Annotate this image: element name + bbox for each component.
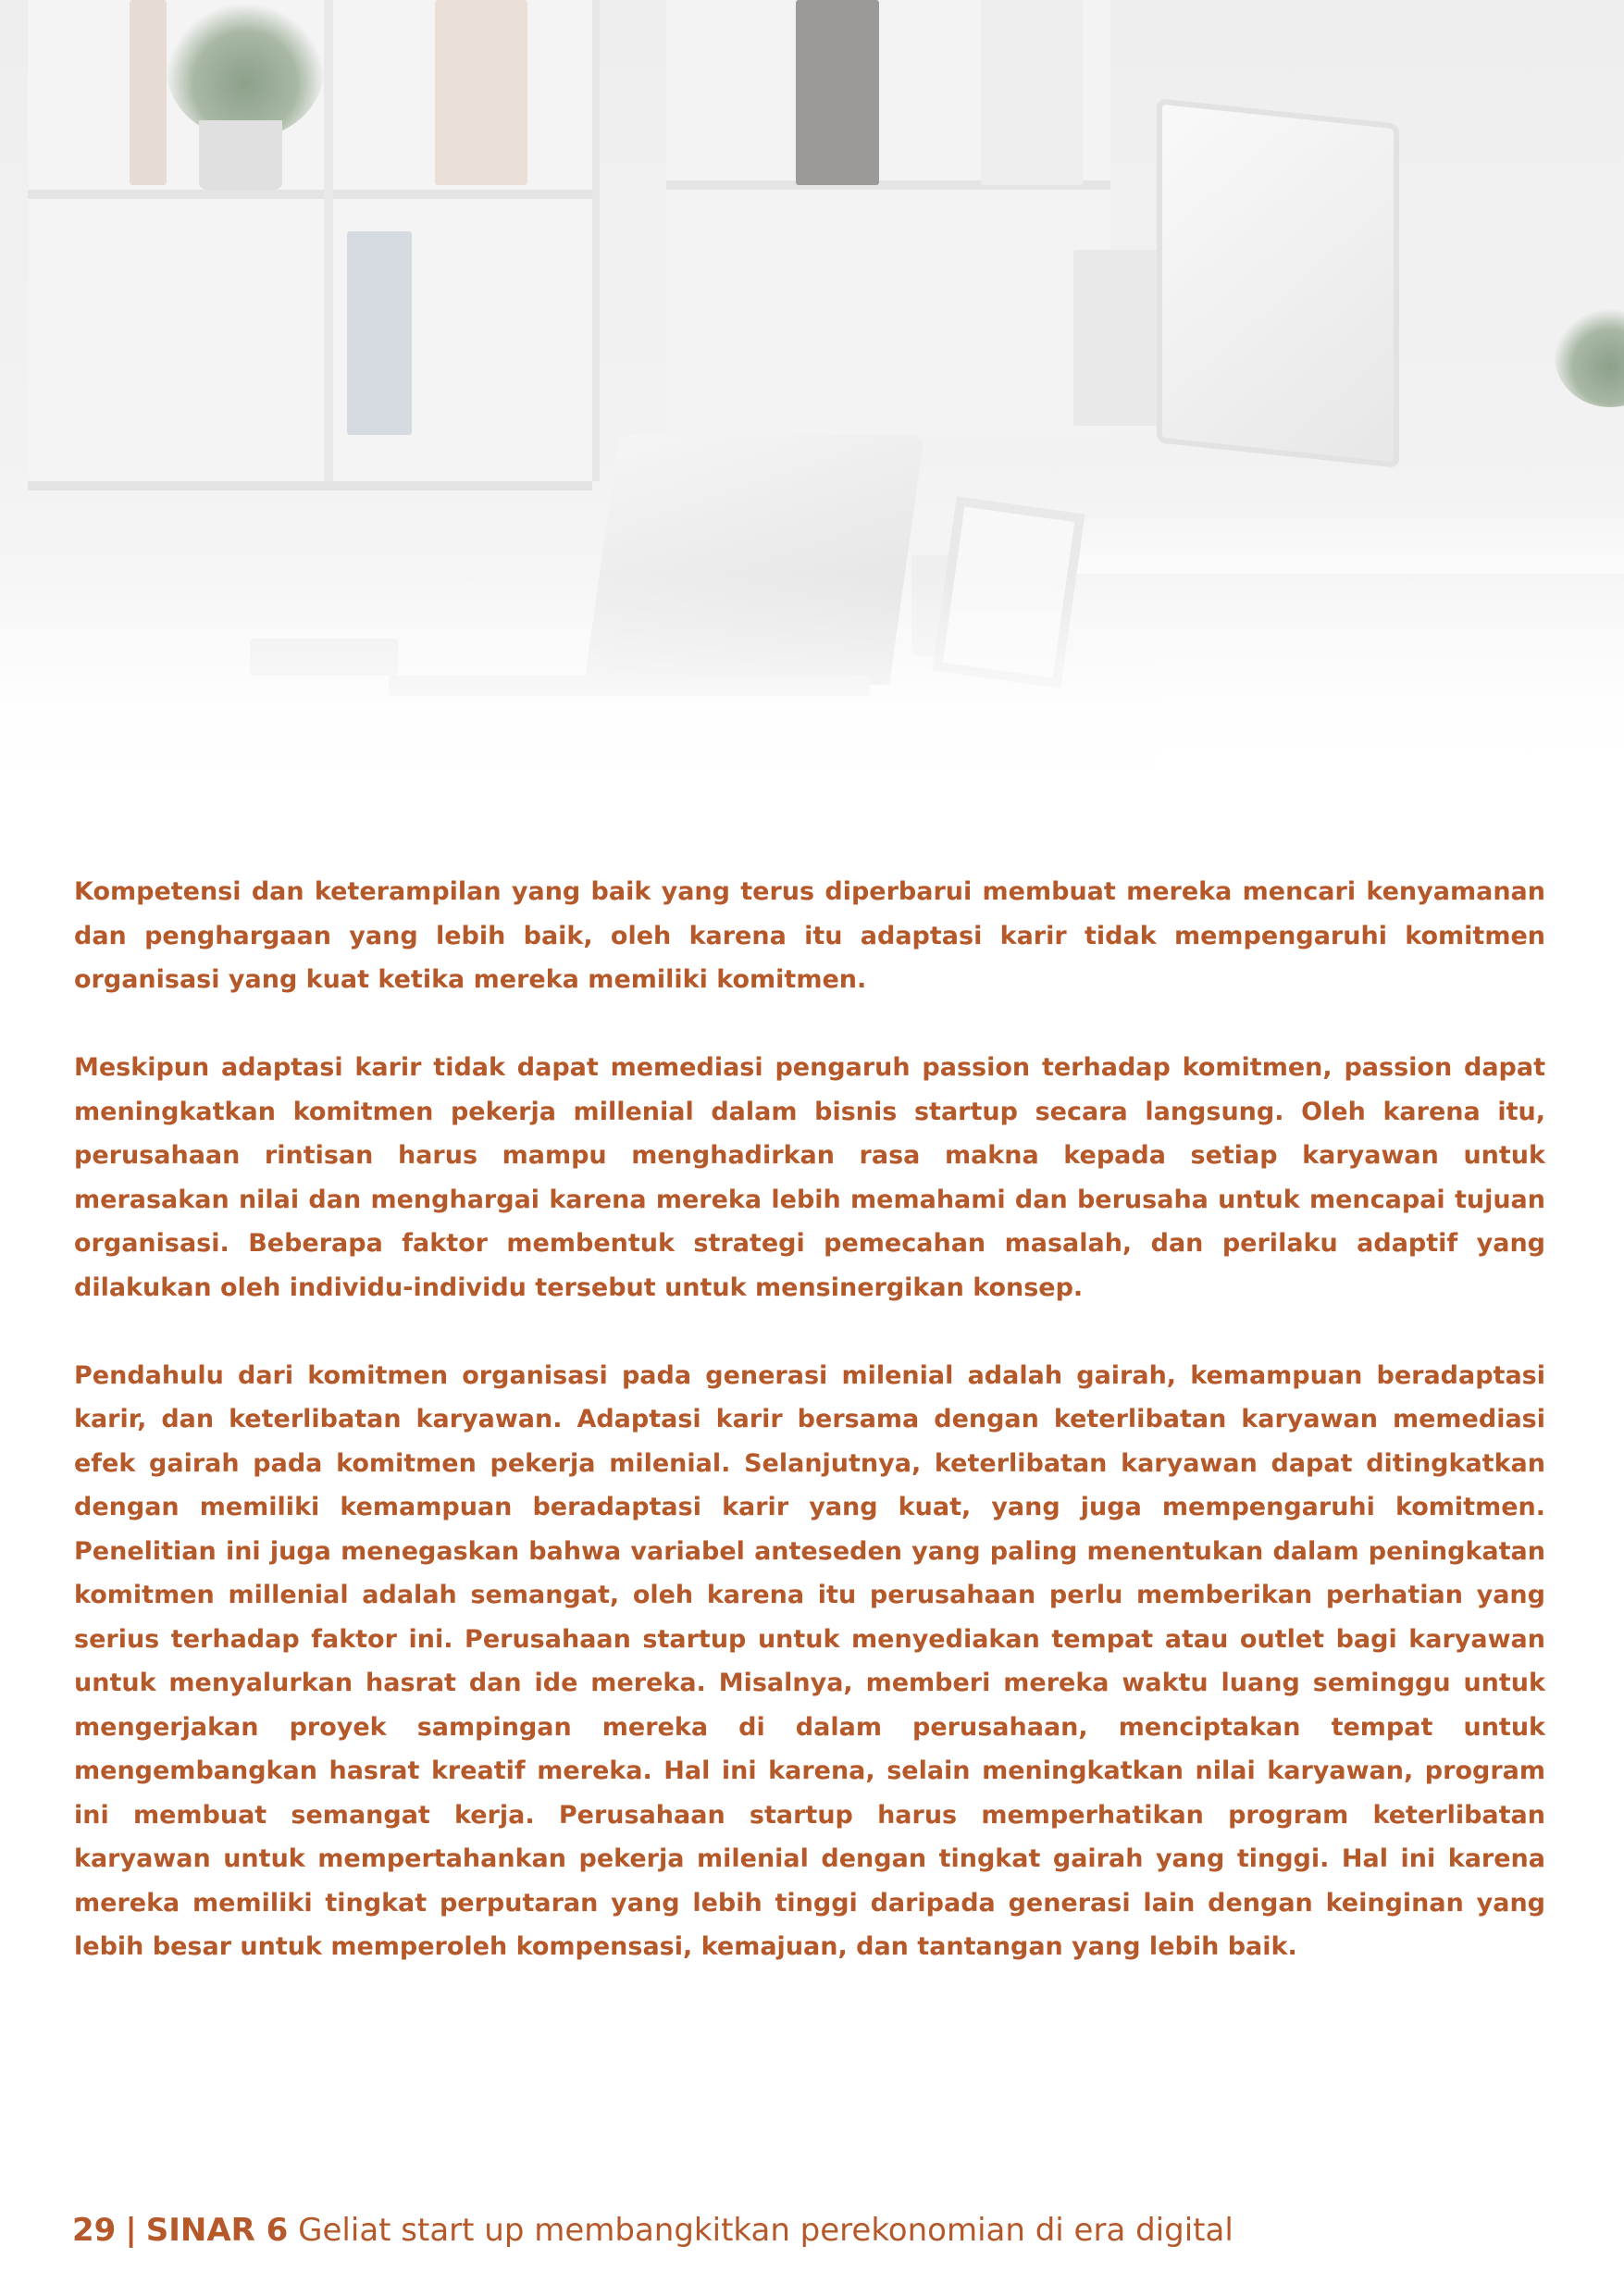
photo-fade	[0, 574, 1624, 814]
plant-icon	[1555, 305, 1624, 407]
shelf-board	[28, 481, 592, 490]
paragraph: Meskipun adaptasi karir tidak dapat memediasi pengaruh passion terhadap komitmen, passion dapat meningkatkan komitmen pekerja millenial dalam bisnis startup secara langsung. Oleh karena itu, perusahaan rintisan harus mampu menghadirkan rasa makna kepada setiap karyawan untuk merasakan nilai dan menghargai karena mereka lebih memahami dan berusaha untuk mencapai tujuan organisasi. Beberapa faktor membentuk strategi pemecahan masalah, dan perilaku adaptif yang dilakukan oleh individu-individu tersebut untuk mensinergikan konsep.	[74, 1053, 1545, 1302]
magazine-name: SINAR 6	[145, 2212, 289, 2249]
magazine-tagline: Geliat start up membangkitkan perekonomian di era digital	[298, 2212, 1233, 2249]
footer-separator: |	[125, 2212, 137, 2249]
plant-pot	[199, 120, 282, 190]
paragraph: Kompetensi dan keterampilan yang baik yang terus diperbarui membuat mereka mencari kenyamanan dan penghargaan yang lebih baik, oleh karena itu adaptasi karir tidak mempengaruhi komitmen organisasi yang kuat ketika mereka memiliki komitmen.	[74, 877, 1545, 994]
binder	[796, 0, 879, 185]
side-desk	[1018, 518, 1624, 574]
binder	[1073, 250, 1166, 426]
shelf-board	[28, 190, 592, 199]
header-photo	[0, 0, 1624, 814]
binder	[435, 0, 527, 185]
shelf-divider	[324, 0, 333, 481]
page-footer	[72, 2212, 1233, 2249]
monitor	[1157, 98, 1399, 468]
binder	[981, 0, 1083, 185]
binder	[130, 0, 167, 185]
binder	[347, 231, 412, 435]
plant-icon	[167, 0, 324, 139]
paragraph: Pendahulu dari komitmen organisasi pada generasi milenial adalah gairah, kemampuan beradaptasi karir, dan keterlibatan karyawan. Adaptasi karir bersama dengan keterlibatan karyawan memediasi efek gairah pada komitmen pekerja milenial. Selanjutnya, keterlibatan karyawan dapat ditingkatkan dengan memiliki kemampuan beradaptasi karir yang kuat, yang juga mempengaruhi komitmen. Penelitian ini juga menegaskan bahwa variabel anteseden yang paling menentukan dalam peningkatan komitmen millenial adalah semangat, oleh karena itu perusahaan perlu memberikan perhatian yang serius terhadap faktor ini. Perusahaan startup untuk menyediakan tempat atau outlet bagi karyawan untuk menyalurkan hasrat dan ide mereka. Misalnya, memberi mereka waktu luang seminggu untuk mengerjakan proyek sampingan mereka di dalam perusahaan, menciptakan tempat untuk mengembangkan hasrat kreatif mereka. Hal ini karena, selain meningkatkan nilai karyawan, program ini membuat semangat kerja. Perusahaan startup harus memperhatikan program keterlibatan karyawan untuk mempertahankan pekerja milenial dengan tingkat gairah yang tinggi. Hal ini karena mereka memiliki tingkat perputaran yang lebih tinggi daripada generasi lain dengan keinginan yang lebih besar untuk memperoleh kompensasi, kemajuan, dan tantangan yang lebih baik.	[74, 1360, 1545, 1961]
page-number: 29	[72, 2212, 117, 2249]
article-body	[74, 870, 1545, 1969]
